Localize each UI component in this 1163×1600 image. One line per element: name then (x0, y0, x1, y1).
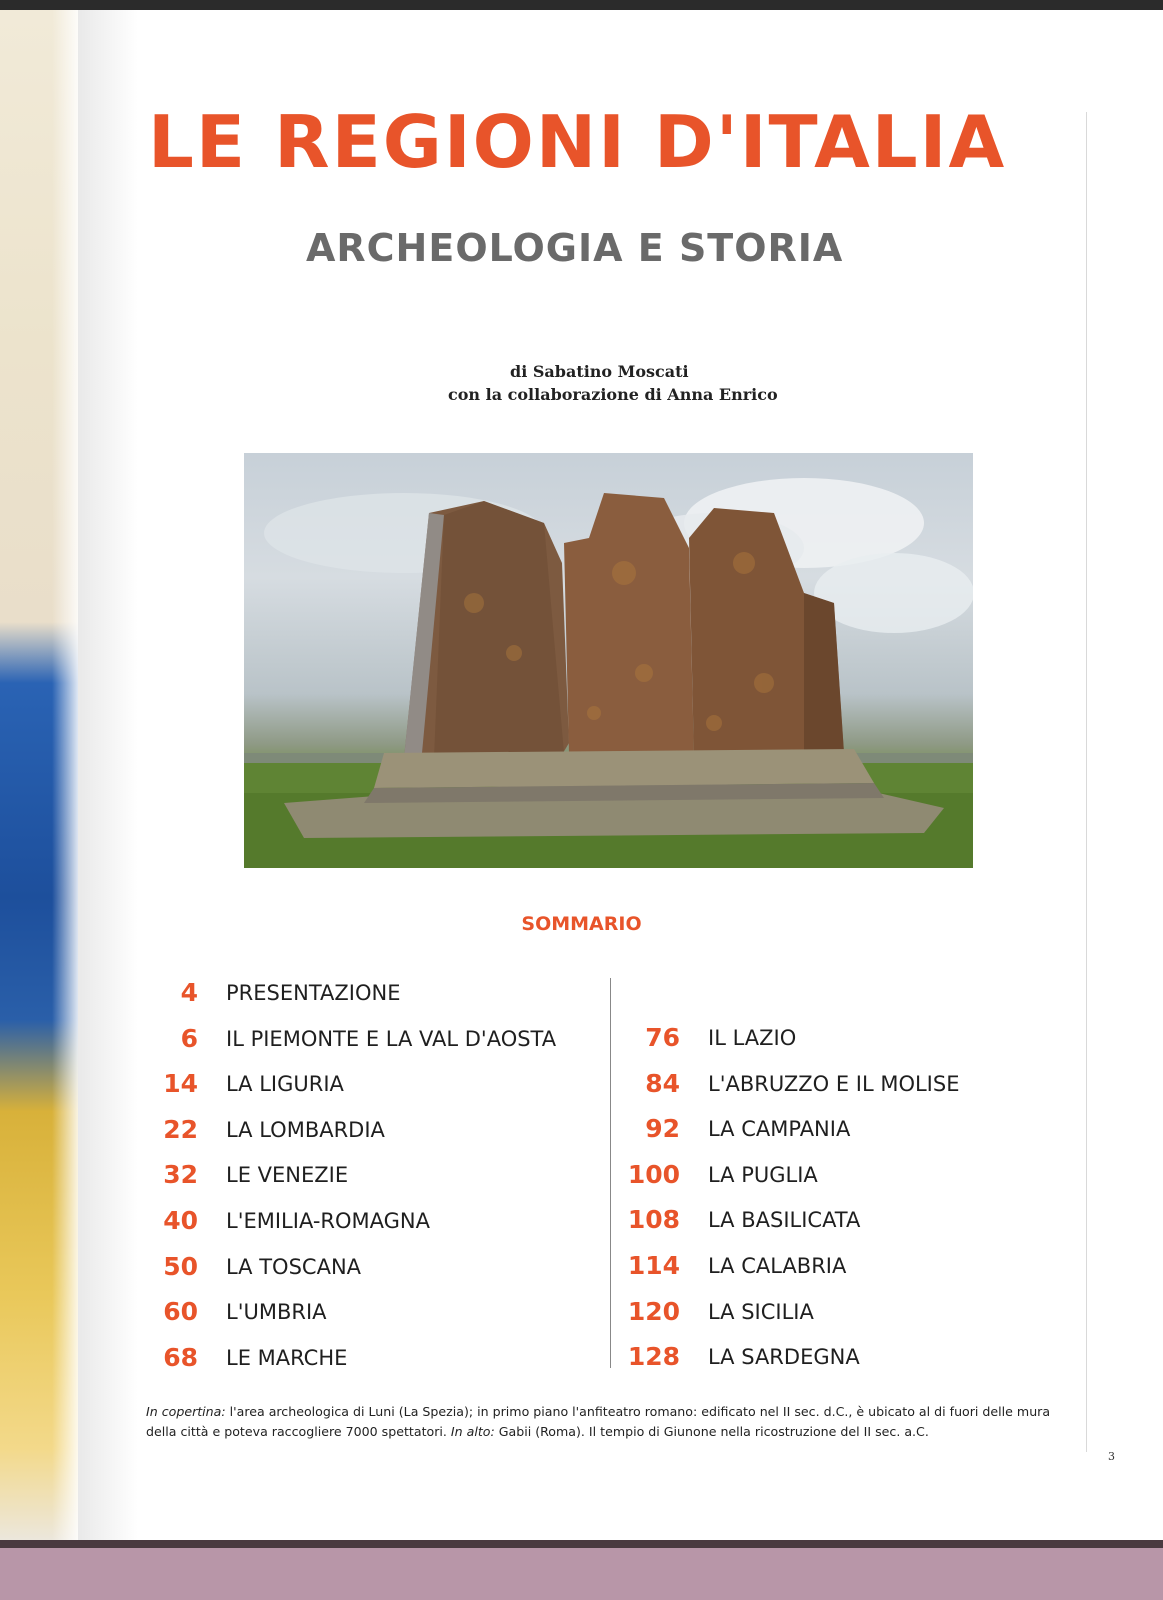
toc-entry-title: LA LOMBARDIA (226, 1117, 385, 1142)
toc-entry-title: IL PIEMONTE E LA VAL D'AOSTA (226, 1026, 557, 1051)
toc-page-number: 100 (627, 1159, 680, 1189)
toc-entry-title: LA TOSCANA (226, 1254, 362, 1279)
caption-lead-cover: In copertina: (146, 1404, 226, 1419)
toc-page-number: 108 (627, 1205, 680, 1235)
toc-page-number: 84 (645, 1068, 680, 1098)
toc-entry-title: LA CAMPANIA (708, 1117, 851, 1142)
scan-top-edge (0, 0, 1163, 10)
collaborator-line: con la collaborazione di Anna Enrico (448, 385, 778, 404)
ruins-illustration (244, 453, 973, 868)
toc-page-number: 6 (180, 1023, 198, 1053)
toc-page-number: 4 (180, 978, 198, 1007)
toc-entry-title: LA BASILICATA (708, 1208, 861, 1233)
toc-page-number: 92 (645, 1114, 680, 1144)
author-line: di Sabatino Moscati (510, 362, 689, 381)
toc-page-number: 120 (627, 1296, 680, 1326)
toc-page-number: 60 (163, 1297, 198, 1327)
page-title: LE REGIONI D'ITALIA (148, 100, 1007, 184)
toc-entry-title: LA SARDEGNA (708, 1345, 860, 1370)
toc-page-number: 128 (627, 1342, 680, 1372)
caption-text-top: Gabii (Roma). Il tempio di Giunone nella ricostruzione del II sec. a.C. (494, 1424, 929, 1439)
toc-page-number: 114 (627, 1250, 680, 1280)
toc-entry-title: L'ABRUZZO E IL MOLISE (708, 1071, 960, 1096)
page-number: 3 (1108, 1450, 1115, 1463)
scan-bottom-band (0, 1540, 1163, 1600)
toc-page-number: 50 (163, 1251, 198, 1281)
page-subtitle: ARCHEOLOGIA E STORIA (306, 226, 844, 270)
photo-caption (146, 1402, 1076, 1442)
book-spine (0, 10, 78, 1540)
toc-entry-title: LE MARCHE (226, 1345, 348, 1370)
toc-entry-title: IL LAZIO (708, 1026, 797, 1050)
toc-entry-title: LA LIGURIA (226, 1072, 344, 1097)
toc-entry-title: LA SICILIA (708, 1299, 814, 1324)
ruins-photo (244, 453, 973, 868)
byline (448, 360, 778, 406)
toc-page-number: 14 (163, 1069, 198, 1099)
toc-entry-title: LE VENEZIE (226, 1163, 349, 1188)
toc-entry-title: LA CALABRIA (708, 1253, 847, 1278)
toc-page-number: 40 (163, 1205, 198, 1235)
toc-entry-title: PRESENTAZIONE (226, 981, 401, 1005)
caption-text-cover: l'area archeologica di Luni (La Spezia); in primo piano l'anfiteatro romano: edificato nel II sec. d.C., è ubicato al di fuori delle mura della città e poteva raccogliere 7000 spettatori. (146, 1404, 1051, 1439)
toc-entry-title: L'EMILIA-ROMAGNA (226, 1208, 431, 1233)
toc-page-number: 76 (645, 1023, 680, 1052)
page-gutter-shadow (78, 10, 138, 1540)
caption-lead-top: In alto: (450, 1424, 495, 1439)
toc-entry-title: L'UMBRIA (226, 1300, 327, 1325)
toc-page-number: 32 (163, 1160, 198, 1190)
toc-heading: SOMMARIO (521, 913, 642, 935)
toc-page-number: 68 (163, 1342, 198, 1372)
toc-page-number: 22 (163, 1114, 198, 1144)
toc-entry-title: LA PUGLIA (708, 1162, 818, 1187)
page-right-rule (1086, 112, 1087, 1452)
